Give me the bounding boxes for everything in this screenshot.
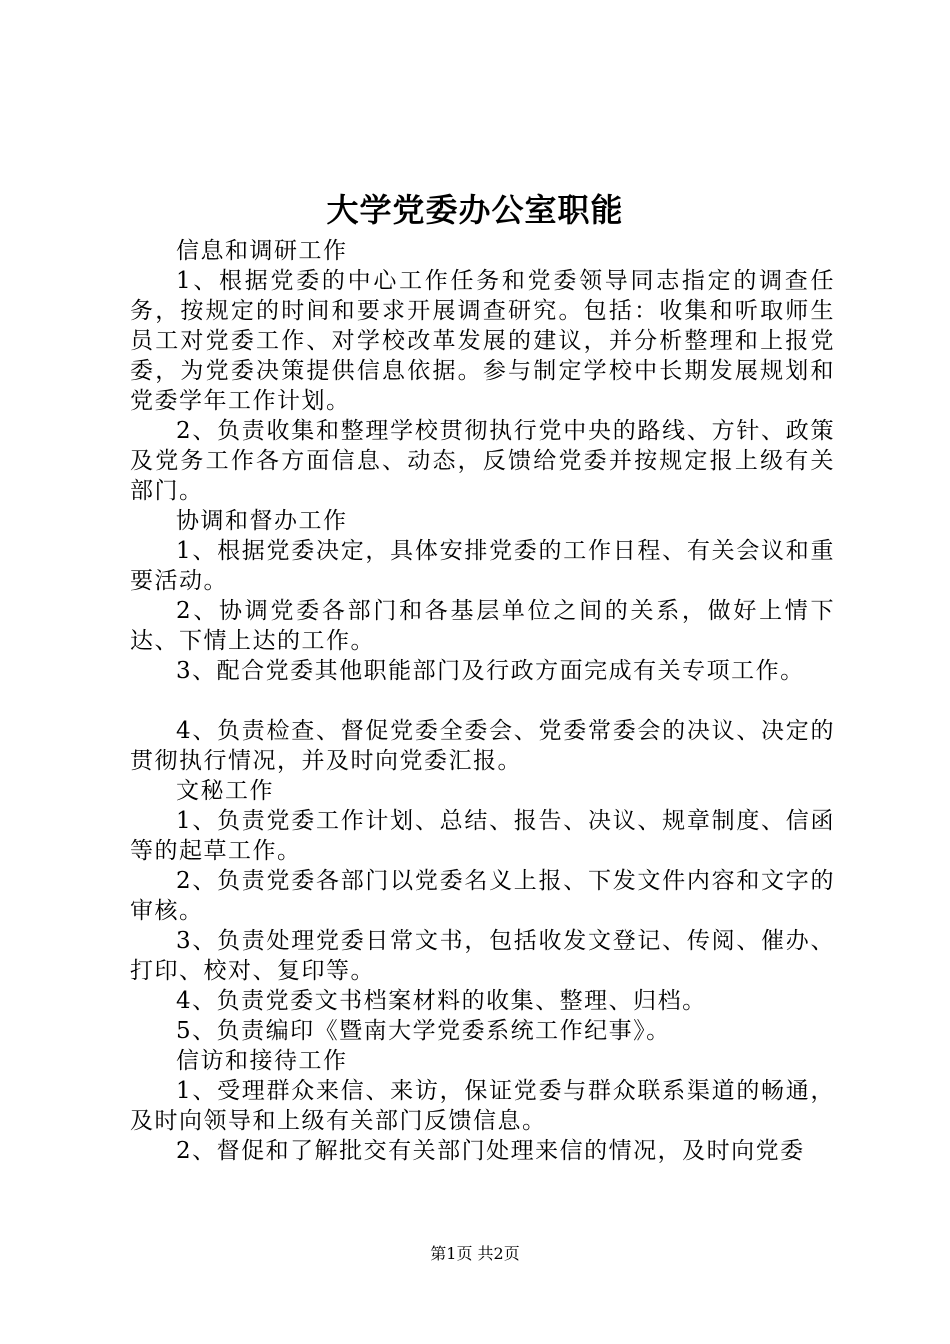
paragraph: 3、配合党委其他职能部门及行政方面完成有关专项工作。: [176, 658, 805, 684]
paragraph: 5、负责编印《暨南大学党委系统工作纪事》。: [176, 1018, 671, 1044]
paragraph: 2、负责党委各部门以党委名义上报、下发文件内容和文字的审核。: [130, 868, 835, 924]
paragraph: 2、督促和了解批交有关部门处理来信的情况，及时向党委: [176, 1138, 805, 1164]
page-footer: 第1页 共2页: [430, 1244, 520, 1263]
paragraph: 4、负责党委文书档案材料的收集、整理、归档。: [176, 988, 707, 1014]
document-title: 大学党委办公室职能: [326, 191, 624, 229]
paragraph: 1、负责党委工作计划、总结、报告、决议、规章制度、信函等的起草工作。: [130, 808, 835, 864]
paragraph: 2、负责收集和整理学校贯彻执行党中央的路线、方针、政策及党务工作各方面信息、动态，反馈给党委并按规定报上级有关部门。: [130, 418, 835, 504]
paragraph: 1、受理群众来信、来访，保证党委与群众联系渠道的畅通，及时向领导和上级有关部门反馈信息。: [130, 1078, 835, 1134]
document-body: [130, 236, 835, 1166]
blank-line: [130, 686, 835, 716]
paragraph: 1、根据党委决定，具体安排党委的工作日程、有关会议和重要活动。: [130, 538, 835, 594]
paragraph: 2、协调党委各部门和各基层单位之间的关系，做好上情下达、下情上达的工作。: [130, 598, 835, 654]
paragraph: 4、负责检查、督促党委全委会、党委常委会的决议、决定的贯彻执行情况，并及时向党委汇报。: [130, 718, 835, 774]
section-heading-info-research: 信息和调研工作: [176, 238, 348, 264]
section-heading-coordination: 协调和督办工作: [176, 508, 348, 534]
paragraph: 1、根据党委的中心工作任务和党委领导同志指定的调查任务，按规定的时间和要求开展调查研究。包括：收集和听取师生员工对党委工作、对学校改革发展的建议，并分析整理和上报党委，为党委决策提供信息依据。参与制定学校中长期发展规划和党委学年工作计划。: [130, 268, 835, 414]
section-heading-petition: 信访和接待工作: [176, 1048, 348, 1074]
paragraph: 3、负责处理党委日常文书，包括收发文登记、传阅、催办、打印、校对、复印等。: [130, 928, 835, 984]
section-heading-secretarial: 文秘工作: [176, 778, 274, 804]
